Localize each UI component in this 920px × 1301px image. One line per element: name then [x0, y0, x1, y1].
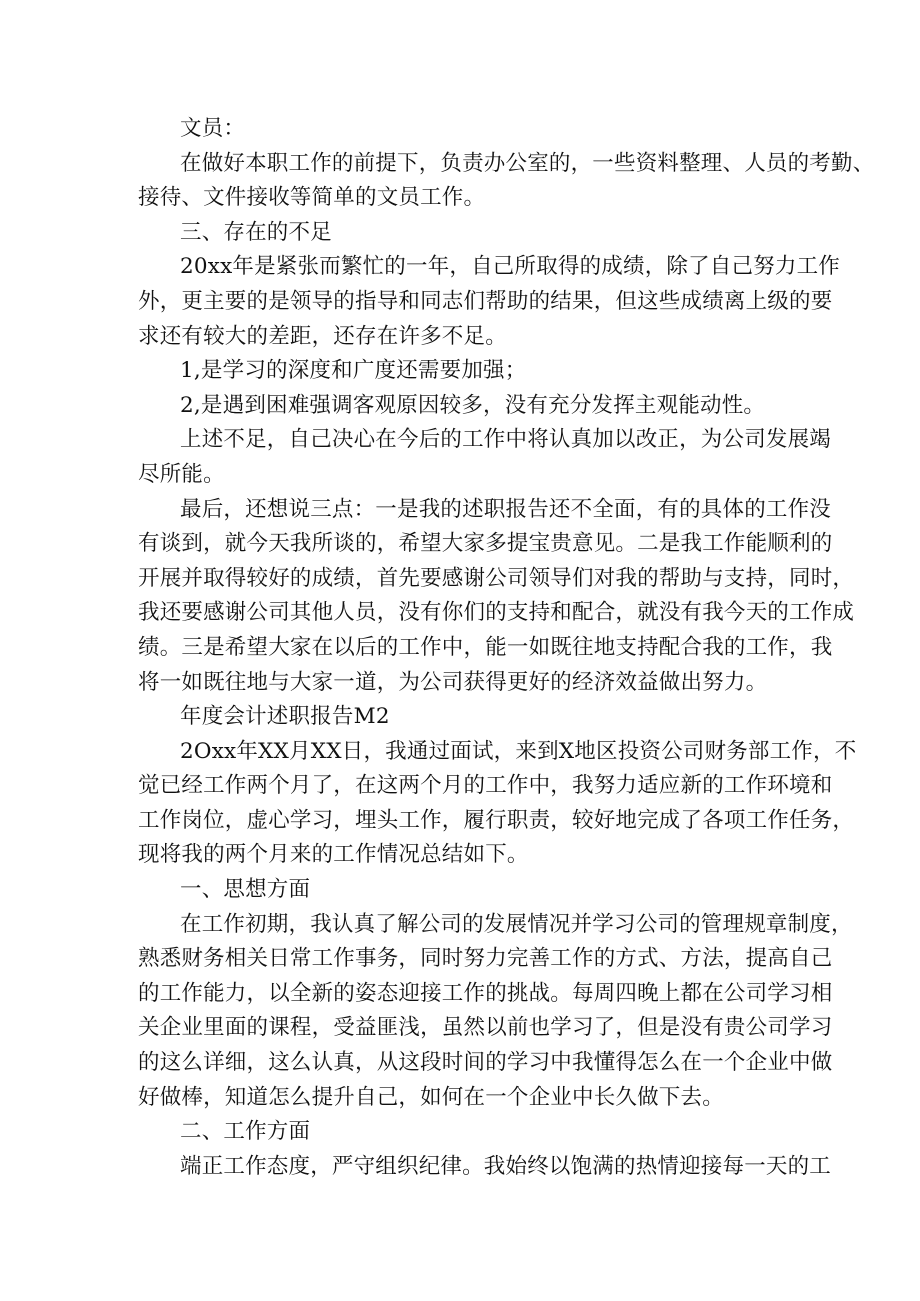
text-line: 上述不足，自己决心在今后的工作中将认真加以改正，为公司发展竭: [180, 427, 832, 453]
text-line: 在工作初期，我认真了解公司的发展情况并学习公司的管理规章制度，: [180, 911, 853, 937]
text-line: 的这么详细，这么认真，从这段时间的学习中我懂得怎么在一个企业中做: [138, 1050, 833, 1076]
text-line: 接待、文件接收等简单的文员工作。: [138, 185, 486, 211]
text-line: 觉已经工作两个月了，在这两个月的工作中，我努力适应新的工作环境和: [138, 773, 833, 799]
text-line: 20xx年是紧张而繁忙的一年，自己所取得的成绩，除了自己努力工作: [180, 254, 841, 280]
text-line: 端正工作态度，严守组织纪律。我始终以饱满的热情迎接每一天的工: [180, 1153, 832, 1179]
text-line: 求还有较大的差距，还存在许多不足。: [138, 323, 507, 349]
list-item: 2,是遇到困难强调客观原因较多，没有充分发挥主观能动性。: [180, 392, 766, 418]
text-line: 工作岗位，虚心学习，埋头工作，履行职责，较好地完成了各项工作任务，: [138, 807, 855, 833]
text-line: 最后，还想说三点：一是我的述职报告还不全面，有的具体的工作没: [180, 496, 832, 522]
text-line: 的工作能力，以全新的姿态迎接工作的挑战。每周四晚上都在公司学习相: [138, 980, 833, 1006]
text-line: 2Oxx年XX月XX日，我通过面试，来到X地区投资公司财务部工作，不: [180, 738, 857, 764]
text-line: 现将我的两个月来的工作情况总结如下。: [138, 842, 529, 868]
text-line: 文员：: [180, 116, 246, 141]
document-title: 年度会计述职报告M2: [180, 704, 390, 730]
section-heading: 三、存在的不足: [180, 219, 332, 245]
section-heading: 一、思想方面: [180, 877, 311, 903]
text-line: 有谈到，就今天我所谈的，希望大家多提宝贵意见。二是我工作能顺利的: [138, 531, 833, 557]
text-line: 关企业里面的课程，受益匪浅，虽然以前也学习了，但是没有贵公司学习: [138, 1015, 833, 1041]
text-line: 绩。三是希望大家在以后的工作中，能一如既往地支持配合我的工作，我: [138, 634, 833, 660]
text-line: 我还要感谢公司其他人员，没有你们的支持和配合，就没有我今天的工作成: [138, 600, 855, 626]
text-line: 开展并取得较好的成绩，首先要感谢公司领导们对我的帮助与支持，同时，: [138, 565, 855, 591]
text-line: 熟悉财务相关日常工作事务，同时努力完善工作的方式、方法，提高自己: [138, 946, 833, 972]
text-line: 好做棒，知道怎么提升自己，如何在一个企业中长久做下去。: [138, 1084, 724, 1110]
document-page: [138, 112, 875, 1184]
text-line: 将一如既往地与大家一道，为公司获得更好的经济效益做出努力。: [138, 669, 768, 695]
list-item: 1,是学习的深度和广度还需要加强；: [180, 358, 527, 384]
text-line: 尽所能。: [138, 461, 225, 487]
text-line: 在做好本职工作的前提下，负责办公室的，一些资料整理、人员的考勤、: [180, 150, 875, 176]
section-heading: 二、工作方面: [180, 1119, 311, 1145]
text-line: 外，更主要的是领导的指导和同志们帮助的结果，但这些成绩离上级的要: [138, 288, 833, 314]
